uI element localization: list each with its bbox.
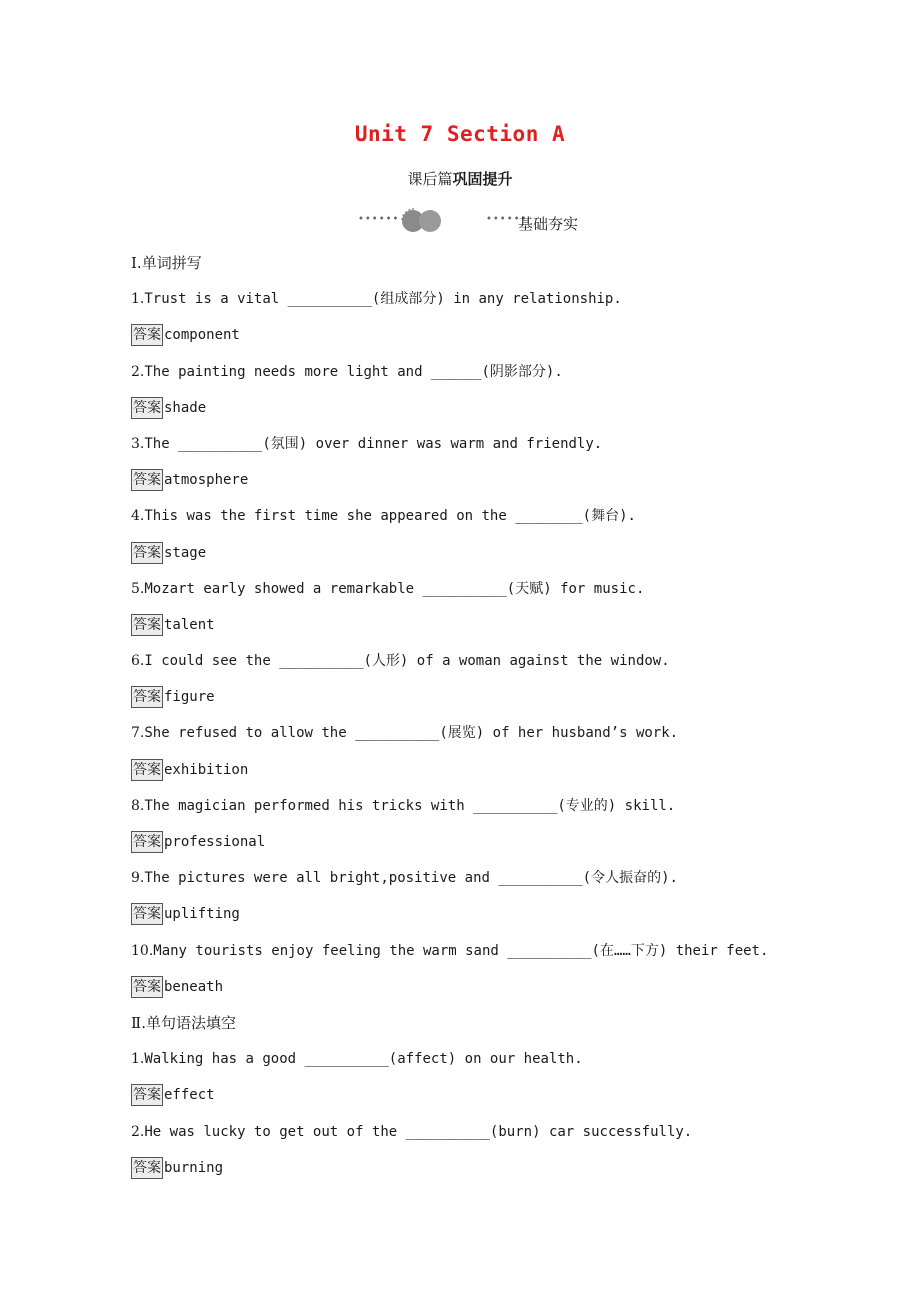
banner-dots-left: •••••• bbox=[358, 214, 400, 225]
section2-heading: Ⅱ.单句语法填空 bbox=[131, 1013, 236, 1032]
answer-tag: 答案 bbox=[131, 542, 163, 564]
answer-row bbox=[131, 975, 851, 1011]
question-number: 2. bbox=[131, 1123, 145, 1140]
question-text: Mozart early showed a remarkable __________(天赋) for music. bbox=[144, 580, 645, 597]
answer-tag: 答案 bbox=[131, 469, 163, 491]
answer-text: atmosphere bbox=[164, 472, 249, 489]
page-subtitle bbox=[0, 168, 920, 189]
question-text: He was lucky to get out of the __________(burn) car successfully. bbox=[144, 1123, 693, 1140]
answer-row bbox=[131, 468, 851, 504]
answer-tag: 答案 bbox=[131, 976, 163, 998]
question-row bbox=[131, 1120, 851, 1156]
answer-row bbox=[131, 830, 851, 866]
answer-tag: 答案 bbox=[131, 831, 163, 853]
answer-row bbox=[131, 902, 851, 938]
answer-row bbox=[131, 541, 851, 577]
question-number: 3. bbox=[131, 435, 145, 452]
answer-row bbox=[131, 1083, 851, 1119]
question-row bbox=[131, 794, 851, 830]
question-row bbox=[131, 287, 851, 323]
question-text: Walking has a good __________(affect) on our health. bbox=[144, 1051, 583, 1068]
question-text: Many tourists enjoy feeling the warm sand __________(在……下方) their feet. bbox=[153, 942, 769, 959]
question-number: 8. bbox=[131, 797, 145, 814]
section1-heading: Ⅰ.单词拼写 bbox=[131, 254, 202, 272]
exercise-content bbox=[131, 251, 851, 1192]
question-row bbox=[131, 649, 851, 685]
answer-tag: 答案 bbox=[131, 1157, 163, 1179]
answer-tag: 答案 bbox=[131, 759, 163, 781]
answer-text: effect bbox=[164, 1087, 215, 1104]
question-number: 1. bbox=[131, 291, 145, 308]
question-number: 9. bbox=[131, 870, 145, 887]
answer-tag: 答案 bbox=[131, 614, 163, 636]
question-row bbox=[131, 432, 851, 468]
answer-row bbox=[131, 323, 851, 359]
question-number: 7. bbox=[131, 725, 145, 742]
answer-tag: 答案 bbox=[131, 903, 163, 925]
question-row bbox=[131, 504, 851, 540]
answer-tag: 答案 bbox=[131, 397, 163, 419]
answer-row bbox=[131, 685, 851, 721]
banner-label: 基础夯实 bbox=[518, 215, 579, 233]
question-number: 5. bbox=[131, 580, 145, 597]
question-row bbox=[131, 866, 851, 902]
answer-text: component bbox=[164, 327, 240, 344]
question-text: The pictures were all bright,positive and __________(令人振奋的). bbox=[144, 870, 678, 887]
answer-tag: 答案 bbox=[131, 324, 163, 346]
answer-text: shade bbox=[164, 399, 207, 416]
answer-text: talent bbox=[164, 616, 215, 633]
answer-text: figure bbox=[164, 689, 215, 706]
question-number: 6. bbox=[131, 653, 145, 670]
question-row bbox=[131, 577, 851, 613]
question-row bbox=[131, 939, 851, 975]
section-banner bbox=[358, 206, 598, 236]
question-text: The __________(氛围) over dinner was warm and friendly. bbox=[144, 435, 603, 452]
answer-text: professional bbox=[164, 834, 266, 850]
answer-row bbox=[131, 613, 851, 649]
answer-text: burning bbox=[164, 1159, 224, 1176]
subtitle-bold: 巩固提升 bbox=[452, 170, 513, 188]
question-number: 4. bbox=[131, 508, 145, 525]
question-row bbox=[131, 360, 851, 396]
question-text: I could see the __________(人形) of a woman against the window. bbox=[144, 653, 670, 670]
question-text: Trust is a vital __________(组成部分) in any relationship. bbox=[144, 291, 622, 308]
answer-text: beneath bbox=[164, 978, 224, 995]
question-number: 10. bbox=[131, 942, 154, 959]
banner-dots-right: •••••• bbox=[486, 214, 528, 225]
answer-text: exhibition bbox=[164, 761, 249, 778]
question-text: The painting needs more light and ______(阴影部分). bbox=[144, 363, 563, 380]
question-number: 2. bbox=[131, 363, 145, 380]
question-text: She refused to allow the __________(展览) of her husband’s work. bbox=[144, 725, 679, 742]
question-row bbox=[131, 721, 851, 757]
answer-text: uplifting bbox=[164, 906, 240, 923]
answer-row bbox=[131, 758, 851, 794]
question-text: This was the first time she appeared on the ________(舞台). bbox=[144, 508, 636, 525]
answer-text: stage bbox=[164, 544, 207, 561]
question-text: The magician performed his tricks with __________(专业的) skill. bbox=[144, 797, 676, 814]
double-circle-icon bbox=[396, 206, 448, 236]
answer-row bbox=[131, 1156, 851, 1192]
answer-tag: 答案 bbox=[131, 1084, 163, 1106]
subtitle-prefix: 课后篇 bbox=[407, 170, 453, 188]
answer-tag: 答案 bbox=[131, 686, 163, 708]
page-title: Unit 7 Section A bbox=[354, 122, 566, 146]
question-row bbox=[131, 1047, 851, 1083]
answer-row bbox=[131, 396, 851, 432]
question-number: 1. bbox=[131, 1051, 145, 1068]
